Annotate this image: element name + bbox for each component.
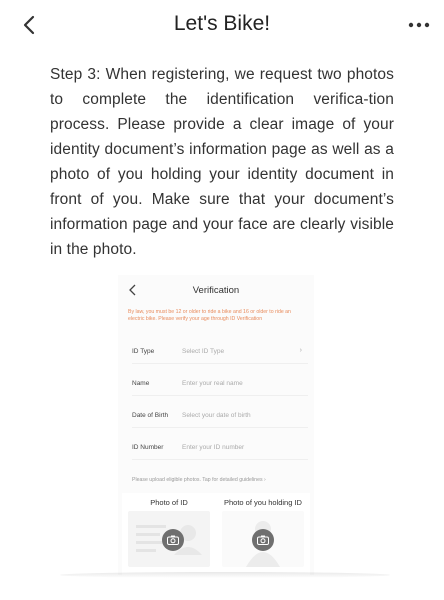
id-type-select: Select ID Type: [182, 348, 225, 355]
dob-select: Select your date of birth: [182, 412, 251, 419]
upload-id-photo-button: [162, 529, 184, 551]
field-label: Name: [132, 380, 150, 387]
photo-upload-section: [122, 493, 310, 575]
id-number-row: [132, 439, 308, 460]
name-row: [132, 375, 308, 396]
dob-row: [132, 407, 308, 428]
more-horizontal-icon: [408, 21, 430, 29]
photo-caption: Photo of you holding ID: [224, 498, 302, 507]
chevron-right-icon: ›: [299, 347, 302, 354]
photo-caption: Photo of ID: [150, 498, 188, 507]
guide-text: Please upload eligible photos. Tap for detailed guidelines ›: [132, 477, 266, 483]
id-type-row: [132, 343, 308, 364]
top-bar: [0, 0, 444, 52]
camera-icon: [257, 535, 269, 545]
field-label: Date of Birth: [132, 412, 169, 419]
verification-title: Verification: [192, 285, 240, 296]
id-number-input: Enter your ID number: [182, 444, 245, 451]
age-notice: By law, you must be 12 or older to ride a bike and 16 or older to ride an electric bike. Please verify your age through ID Verification: [128, 309, 291, 322]
field-label: ID Type: [132, 348, 155, 355]
verification-screenshot: [118, 275, 314, 575]
upload-selfie-photo-button: [252, 529, 274, 551]
more-button[interactable]: [404, 10, 434, 40]
field-label: ID Number: [132, 444, 164, 451]
photo-of-id-card: [122, 493, 216, 575]
verification-header: [118, 275, 314, 305]
page-title: Let's Bike!: [173, 12, 271, 35]
step-description: Step 3: When registering, we request two photos to complete the identification verifica-tion process. Please provide a clear image of your identity document’s information page as well as a photo of you holding your identity document in front of you. Make sure that your document’s information page and your face are clearly visible in the photo.: [50, 66, 394, 258]
photo-holding-id-card: [216, 493, 310, 575]
screenshot-shadow: [60, 572, 390, 578]
name-input: Enter your real name: [182, 380, 243, 387]
camera-icon: [167, 535, 179, 545]
